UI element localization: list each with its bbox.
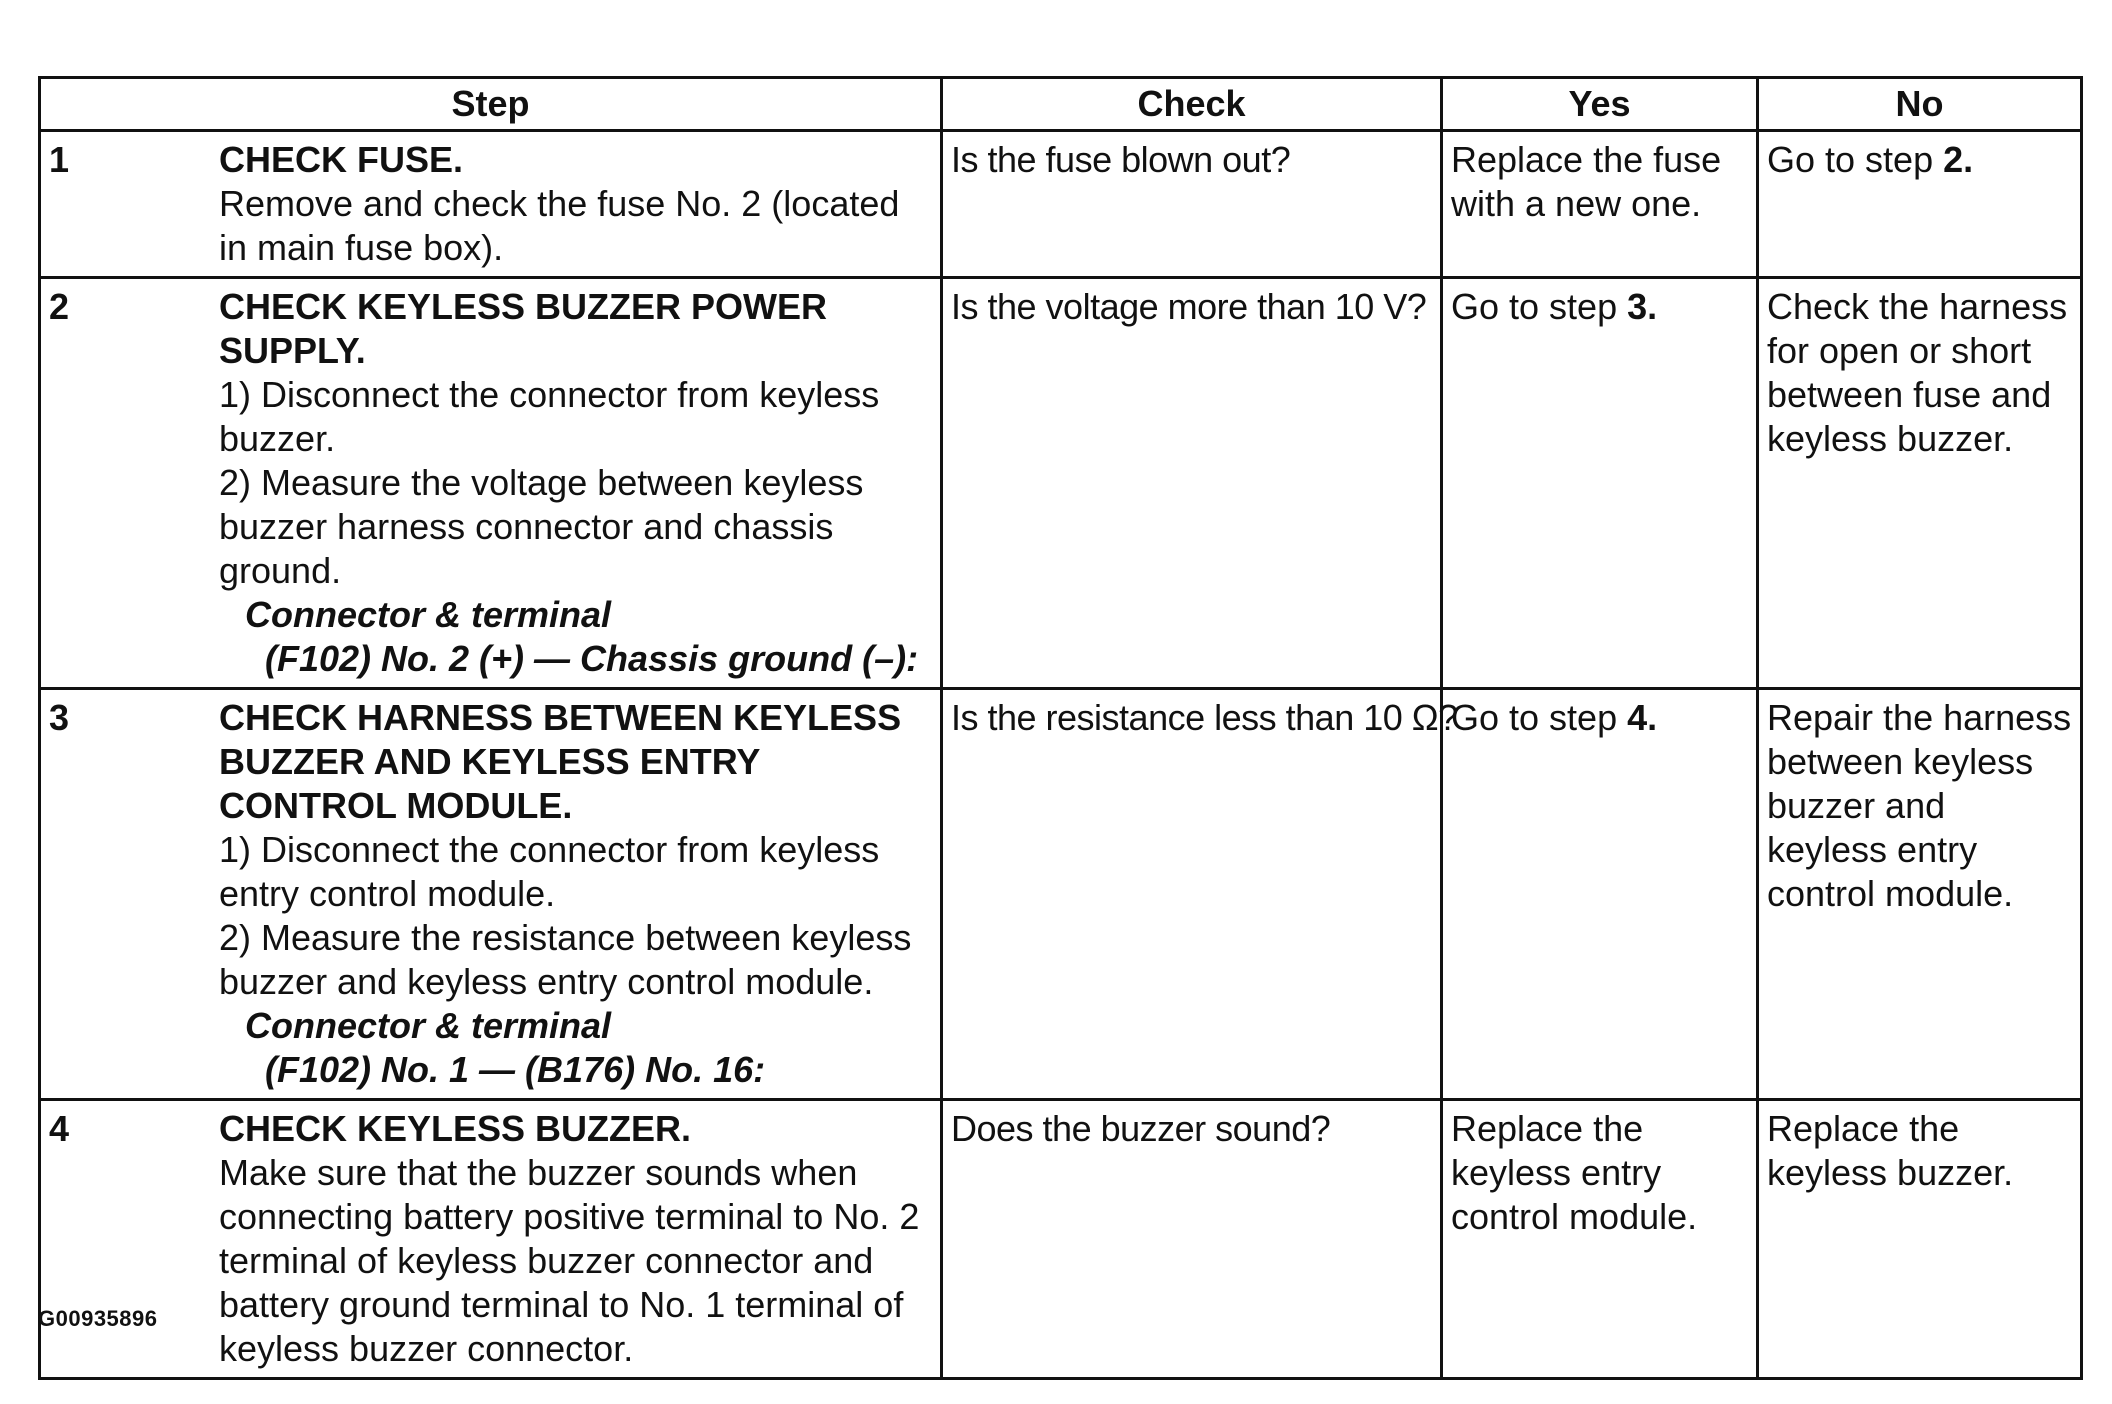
step-title: CHECK HARNESS BETWEEN KEYLESS BUZZER AND KEYLESS ENTRY CONTROL MODULE. bbox=[219, 697, 902, 826]
step-cell bbox=[40, 278, 942, 689]
step-instruction: 2) Measure the voltage between keyless buzzer harness connector and chassis ground. bbox=[219, 462, 864, 591]
no-cell bbox=[1758, 278, 2082, 689]
yes-text: Replace the keyless entry control module. bbox=[1451, 1108, 1698, 1237]
no-text: Check the harness for open or short between fuse and keyless buzzer. bbox=[1767, 286, 2068, 459]
header-check: Check bbox=[942, 78, 1442, 131]
check-cell: Is the voltage more than 10 V? bbox=[942, 278, 1442, 689]
diagnostic-table bbox=[38, 76, 2083, 1380]
step-instruction: 1) Disconnect the connector from keyless buzzer. bbox=[219, 374, 880, 459]
step-title: CHECK FUSE. bbox=[219, 139, 464, 180]
step-number: 4 bbox=[49, 1108, 70, 1149]
no-text: Repair the harness between keyless buzzer and keyless entry control module. bbox=[1767, 697, 2072, 914]
yes-text: Go to step bbox=[1451, 697, 1628, 738]
table-row bbox=[40, 131, 2082, 278]
check-cell: Is the resistance less than 10 Ω? bbox=[942, 689, 1442, 1100]
step-title: CHECK KEYLESS BUZZER POWER SUPPLY. bbox=[219, 286, 828, 371]
step-number: 1 bbox=[49, 139, 70, 180]
connector-value: (F102) No. 2 (+) — Chassis ground (–): bbox=[265, 638, 919, 679]
step-instruction: Remove and check the fuse No. 2 (located in main fuse box). bbox=[219, 183, 900, 268]
step-title: CHECK KEYLESS BUZZER. bbox=[219, 1108, 692, 1149]
header-step: Step bbox=[40, 78, 942, 131]
yes-cell bbox=[1442, 689, 1758, 1100]
table-row bbox=[40, 278, 2082, 689]
table-header-row bbox=[40, 78, 2082, 131]
step-instruction: 1) Disconnect the connector from keyless entry control module. bbox=[219, 829, 880, 914]
yes-cell bbox=[1442, 131, 1758, 278]
connector-label: Connector & terminal bbox=[245, 594, 612, 635]
check-cell: Does the buzzer sound? bbox=[942, 1100, 1442, 1379]
table-row bbox=[40, 1100, 2082, 1379]
no-cell bbox=[1758, 1100, 2082, 1379]
yes-cell bbox=[1442, 278, 1758, 689]
header-yes: Yes bbox=[1442, 78, 1758, 131]
step-cell bbox=[40, 1100, 942, 1379]
figure-id: G00935896 bbox=[38, 1306, 158, 1331]
no-cell bbox=[1758, 131, 2082, 278]
check-cell: Is the fuse blown out? bbox=[942, 131, 1442, 278]
step-number: 3 bbox=[49, 697, 70, 738]
step-cell bbox=[40, 689, 942, 1100]
no-text: Go to step bbox=[1767, 139, 1944, 180]
yes-text: Go to step bbox=[1451, 286, 1628, 327]
header-no: No bbox=[1758, 78, 2082, 131]
no-text: Replace the keyless buzzer. bbox=[1767, 1108, 2014, 1193]
no-cell bbox=[1758, 689, 2082, 1100]
yes-text: Replace the fuse with a new one. bbox=[1451, 139, 1722, 224]
step-instruction: 2) Measure the resistance between keyless buzzer and keyless entry control module. bbox=[219, 917, 912, 1002]
no-step-ref: 2. bbox=[1943, 139, 1974, 180]
connector-value: (F102) No. 1 — (B176) No. 16: bbox=[265, 1049, 766, 1090]
step-instruction: Make sure that the buzzer sounds when connecting battery positive terminal to No. 2 terminal of keyless buzzer connector and battery ground terminal to No. 1 terminal of keyless buzzer connector. bbox=[219, 1152, 920, 1369]
yes-step-ref: 3. bbox=[1627, 286, 1658, 327]
table-row bbox=[40, 689, 2082, 1100]
step-number: 2 bbox=[49, 286, 70, 327]
yes-step-ref: 4. bbox=[1627, 697, 1658, 738]
connector-label: Connector & terminal bbox=[245, 1005, 612, 1046]
step-cell bbox=[40, 131, 942, 278]
yes-cell bbox=[1442, 1100, 1758, 1379]
